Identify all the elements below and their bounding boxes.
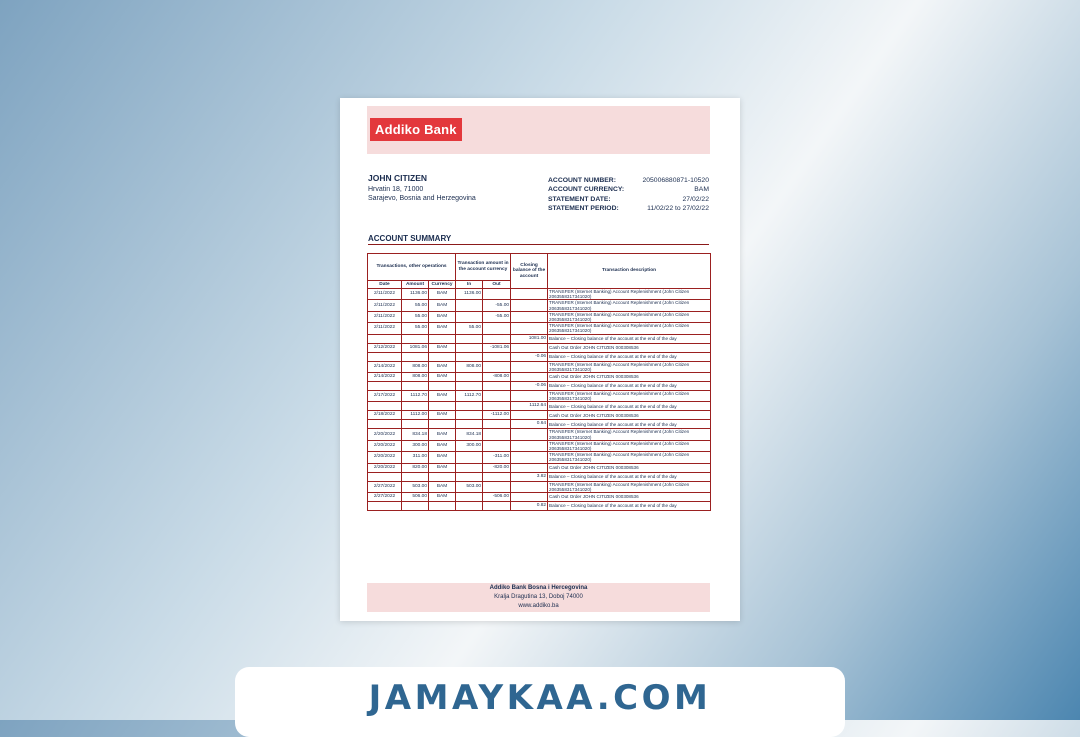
cell-out — [483, 472, 511, 481]
cell-date: 2/12/2022 — [368, 343, 402, 352]
cell-out — [483, 502, 511, 511]
table-row — [368, 452, 711, 463]
cell-closing-balance — [511, 411, 548, 420]
cell-description: TRANSFER (Internet Banking) Account Replenishment (John Citizen 2063558317341020) — [548, 361, 711, 372]
cell-date — [368, 352, 402, 361]
cell-description: TRANSFER (Internet Banking) Account Replenishment (John Citizen 2063558317341020) — [548, 391, 711, 402]
cell-closing-balance: -0.06 — [511, 382, 548, 391]
cell-in: 834.18 — [456, 429, 483, 440]
cell-out — [483, 440, 511, 451]
table-row — [368, 334, 711, 343]
cell-currency: BAM — [429, 323, 456, 334]
footer-website: www.addiko.ba — [518, 603, 559, 609]
table-row — [368, 493, 711, 502]
header-transaction-amount: Transaction amount in the account currency — [456, 254, 511, 281]
cell-date: 2/20/2022 — [368, 452, 402, 463]
customer-name: JOHN CITIZEN — [368, 173, 428, 183]
header-amount: Amount — [402, 281, 429, 289]
cell-in: 1112.70 — [456, 391, 483, 402]
table-row — [368, 440, 711, 451]
statement-header-band — [367, 106, 710, 154]
cell-amount: 1081.06 — [402, 343, 429, 352]
cell-closing-balance — [511, 289, 548, 300]
statement-date-label: STATEMENT DATE: — [548, 195, 611, 203]
cell-description: Balance – Closing balance of the account at the end of the day — [548, 382, 711, 391]
account-currency-value: BAM — [694, 186, 709, 194]
cell-description: TRANSFER (Internet Banking) Account Replenishment (John Citizen 2063558317341020) — [548, 311, 711, 322]
cell-date — [368, 502, 402, 511]
bank-statement-document — [340, 98, 740, 621]
cell-date — [368, 334, 402, 343]
cell-out: -506.00 — [483, 493, 511, 502]
cell-closing-balance — [511, 452, 548, 463]
cell-out — [483, 391, 511, 402]
table-row — [368, 343, 711, 352]
cell-amount: 1112.00 — [402, 411, 429, 420]
cell-description: Balance – Closing balance of the account at the end of the day — [548, 334, 711, 343]
cell-out: -808.00 — [483, 373, 511, 382]
cell-currency: BAM — [429, 300, 456, 311]
cell-description: Cash Out Order JOHN CITIZEN 000308536 — [548, 373, 711, 382]
cell-amount: 300.00 — [402, 440, 429, 451]
cell-description: Cash Out Order JOHN CITIZEN 000308536 — [548, 463, 711, 472]
cell-date — [368, 402, 402, 411]
statement-period-label: STATEMENT PERIOD: — [548, 204, 619, 212]
cell-in: 1136.00 — [456, 289, 483, 300]
cell-amount — [402, 472, 429, 481]
customer-address-line2: Sarajevo, Bosnia and Herzegovina — [368, 195, 476, 203]
statement-date-value: 27/02/22 — [682, 195, 709, 203]
table-row — [368, 429, 711, 440]
cell-out — [483, 323, 511, 334]
cell-in — [456, 420, 483, 429]
cell-closing-balance: 1112.64 — [511, 402, 548, 411]
table-row — [368, 352, 711, 361]
cell-description: Cash Out Order JOHN CITIZEN 000308536 — [548, 493, 711, 502]
cell-in — [456, 382, 483, 391]
statement-date-row — [548, 195, 709, 204]
cell-description: Cash Out Order JOHN CITIZEN 000308536 — [548, 343, 711, 352]
account-summary-title: ACCOUNT SUMMARY — [368, 234, 709, 245]
cell-closing-balance: -0.06 — [511, 352, 548, 361]
cell-out: -55.00 — [483, 311, 511, 322]
cell-in: 300.00 — [456, 440, 483, 451]
cell-currency: BAM — [429, 481, 456, 492]
cell-closing-balance: 3.82 — [511, 472, 548, 481]
cell-date: 2/11/2022 — [368, 300, 402, 311]
table-group-header-row — [368, 254, 711, 281]
cell-closing-balance: 0.82 — [511, 502, 548, 511]
watermark-banner — [235, 667, 845, 737]
cell-amount — [402, 334, 429, 343]
header-currency: Currency — [429, 281, 456, 289]
cell-description: TRANSFER (Internet Banking) Account Replenishment (John Citizen 2063558317341020) — [548, 300, 711, 311]
table-row — [368, 373, 711, 382]
cell-closing-balance — [511, 361, 548, 372]
cell-in — [456, 300, 483, 311]
cell-date: 2/20/2022 — [368, 440, 402, 451]
cell-date: 2/20/2022 — [368, 429, 402, 440]
cell-in — [456, 493, 483, 502]
cell-description: TRANSFER (Internet Banking) Account Replenishment (John Citizen 2063558317341020) — [548, 289, 711, 300]
cell-closing-balance — [511, 373, 548, 382]
cell-description: Cash Out Order JOHN CITIZEN 000308536 — [548, 411, 711, 420]
cell-currency: BAM — [429, 463, 456, 472]
cell-amount: 55.00 — [402, 323, 429, 334]
table-row — [368, 391, 711, 402]
cell-date — [368, 420, 402, 429]
cell-amount — [402, 420, 429, 429]
table-row — [368, 463, 711, 472]
table-row — [368, 472, 711, 481]
cell-out — [483, 289, 511, 300]
table-row — [368, 382, 711, 391]
header-date: Date — [368, 281, 402, 289]
cell-currency — [429, 382, 456, 391]
cell-amount — [402, 352, 429, 361]
cell-date — [368, 382, 402, 391]
cell-description: Balance – Closing balance of the account at the end of the day — [548, 402, 711, 411]
cell-date: 2/27/2022 — [368, 481, 402, 492]
cell-amount — [402, 502, 429, 511]
cell-date: 2/18/2022 — [368, 411, 402, 420]
cell-amount — [402, 402, 429, 411]
cell-amount: 808.00 — [402, 373, 429, 382]
cell-closing-balance — [511, 311, 548, 322]
cell-date: 2/20/2022 — [368, 463, 402, 472]
cell-out — [483, 420, 511, 429]
cell-amount: 55.00 — [402, 300, 429, 311]
cell-closing-balance: 0.64 — [511, 420, 548, 429]
table-row — [368, 402, 711, 411]
cell-currency: BAM — [429, 311, 456, 322]
cell-in — [456, 502, 483, 511]
cell-out: -55.00 — [483, 300, 511, 311]
cell-out — [483, 481, 511, 492]
cell-date: 2/11/2022 — [368, 311, 402, 322]
cell-currency — [429, 420, 456, 429]
cell-currency: BAM — [429, 391, 456, 402]
table-row — [368, 361, 711, 372]
cell-in: 808.00 — [456, 361, 483, 372]
cell-amount: 820.00 — [402, 463, 429, 472]
cell-in — [456, 411, 483, 420]
cell-out: -820.00 — [483, 463, 511, 472]
cell-amount: 311.00 — [402, 452, 429, 463]
cell-closing-balance — [511, 493, 548, 502]
cell-in: 55.00 — [456, 323, 483, 334]
cell-out — [483, 429, 511, 440]
addiko-bank-logo: Addiko Bank — [370, 118, 462, 141]
cell-in: 503.00 — [456, 481, 483, 492]
cell-currency — [429, 472, 456, 481]
account-number-value: 205006880871-10520 — [642, 177, 709, 184]
customer-block — [368, 174, 476, 204]
cell-in — [456, 352, 483, 361]
header-transactions: Transactions, other operations — [368, 254, 456, 281]
cell-date — [368, 472, 402, 481]
table-row — [368, 420, 711, 429]
cell-description: Balance – Closing balance of the account at the end of the day — [548, 352, 711, 361]
cell-closing-balance — [511, 463, 548, 472]
cell-closing-balance: 1081.00 — [511, 334, 548, 343]
table-row — [368, 323, 711, 334]
cell-in — [456, 463, 483, 472]
transactions-table-body — [368, 289, 711, 511]
cell-currency — [429, 402, 456, 411]
account-info-block — [548, 176, 709, 213]
account-number-row — [548, 176, 709, 185]
cell-closing-balance — [511, 440, 548, 451]
cell-currency: BAM — [429, 411, 456, 420]
table-row — [368, 289, 711, 300]
cell-out: -1081.06 — [483, 343, 511, 352]
cell-amount: 503.00 — [402, 481, 429, 492]
cell-currency: BAM — [429, 440, 456, 451]
cell-currency — [429, 502, 456, 511]
cell-closing-balance — [511, 343, 548, 352]
account-number-label: ACCOUNT NUMBER: — [548, 177, 616, 184]
header-closing-balance: Closing balance of the account — [511, 254, 548, 289]
cell-description: Balance – Closing balance of the account at the end of the day — [548, 420, 711, 429]
cell-amount: 506.00 — [402, 493, 429, 502]
cell-date: 2/14/2022 — [368, 361, 402, 372]
statement-footer — [367, 583, 710, 612]
cell-currency: BAM — [429, 361, 456, 372]
cell-amount: 1136.00 — [402, 289, 429, 300]
statement-period-row — [548, 204, 709, 213]
cell-out: -1112.00 — [483, 411, 511, 420]
cell-in — [456, 334, 483, 343]
cell-closing-balance — [511, 323, 548, 334]
cell-description: TRANSFER (Internet Banking) Account Replenishment (John Citizen 2063558317341020) — [548, 440, 711, 451]
header-out: Out — [483, 281, 511, 289]
cell-description: Balance – Closing balance of the account at the end of the day — [548, 472, 711, 481]
cell-in — [456, 373, 483, 382]
cell-closing-balance — [511, 481, 548, 492]
table-row — [368, 300, 711, 311]
cell-out — [483, 361, 511, 372]
cell-currency: BAM — [429, 343, 456, 352]
cell-in — [456, 402, 483, 411]
cell-description: TRANSFER (Internet Banking) Account Replenishment (John Citizen 2063558317341020) — [548, 452, 711, 463]
cell-description: Balance – Closing balance of the account at the end of the day — [548, 502, 711, 511]
footer-address: Kralja Dragutina 13, Doboj 74000 — [494, 594, 583, 600]
cell-currency: BAM — [429, 289, 456, 300]
cell-description: TRANSFER (Internet Banking) Account Replenishment (John Citizen 2063558317341020) — [548, 429, 711, 440]
table-row — [368, 411, 711, 420]
customer-address-line1: Hrvatin 18, 71000 — [368, 185, 424, 193]
cell-out — [483, 352, 511, 361]
cell-amount: 834.18 — [402, 429, 429, 440]
account-currency-label: ACCOUNT CURRENCY: — [548, 186, 625, 194]
cell-currency — [429, 334, 456, 343]
cell-date: 2/17/2022 — [368, 391, 402, 402]
table-row — [368, 311, 711, 322]
header-in: In — [456, 281, 483, 289]
cell-date: 2/11/2022 — [368, 323, 402, 334]
cell-in — [456, 311, 483, 322]
cell-description: TRANSFER (Internet Banking) Account Replenishment (John Citizen 2063558317341020) — [548, 323, 711, 334]
cell-date: 2/27/2022 — [368, 493, 402, 502]
transactions-table — [367, 253, 711, 511]
cell-currency: BAM — [429, 452, 456, 463]
cell-currency: BAM — [429, 429, 456, 440]
cell-closing-balance — [511, 429, 548, 440]
cell-date: 2/14/2022 — [368, 373, 402, 382]
cell-currency — [429, 352, 456, 361]
cell-closing-balance — [511, 300, 548, 311]
statement-period-value: 11/02/22 to 27/02/22 — [647, 204, 709, 212]
cell-in — [456, 343, 483, 352]
cell-date: 2/11/2022 — [368, 289, 402, 300]
cell-amount — [402, 382, 429, 391]
footer-bank-name: Addiko Bank Bosna i Hercegovina — [489, 585, 588, 591]
cell-in — [456, 452, 483, 463]
cell-amount: 808.00 — [402, 361, 429, 372]
cell-currency: BAM — [429, 493, 456, 502]
cell-amount: 1112.70 — [402, 391, 429, 402]
cell-amount: 55.00 — [402, 311, 429, 322]
cell-description: TRANSFER (Internet Banking) Account Replenishment (John Citizen 2063558317341020) — [548, 481, 711, 492]
cell-out — [483, 334, 511, 343]
cell-out — [483, 402, 511, 411]
account-currency-row — [548, 185, 709, 194]
cell-currency: BAM — [429, 373, 456, 382]
header-transaction-description: Transaction description — [548, 254, 711, 289]
cell-in — [456, 472, 483, 481]
table-row — [368, 481, 711, 492]
table-row — [368, 502, 711, 511]
cell-out: -311.00 — [483, 452, 511, 463]
cell-closing-balance — [511, 391, 548, 402]
watermark-banner-text: JAMAYKAA.COM — [368, 678, 712, 718]
cell-out — [483, 382, 511, 391]
